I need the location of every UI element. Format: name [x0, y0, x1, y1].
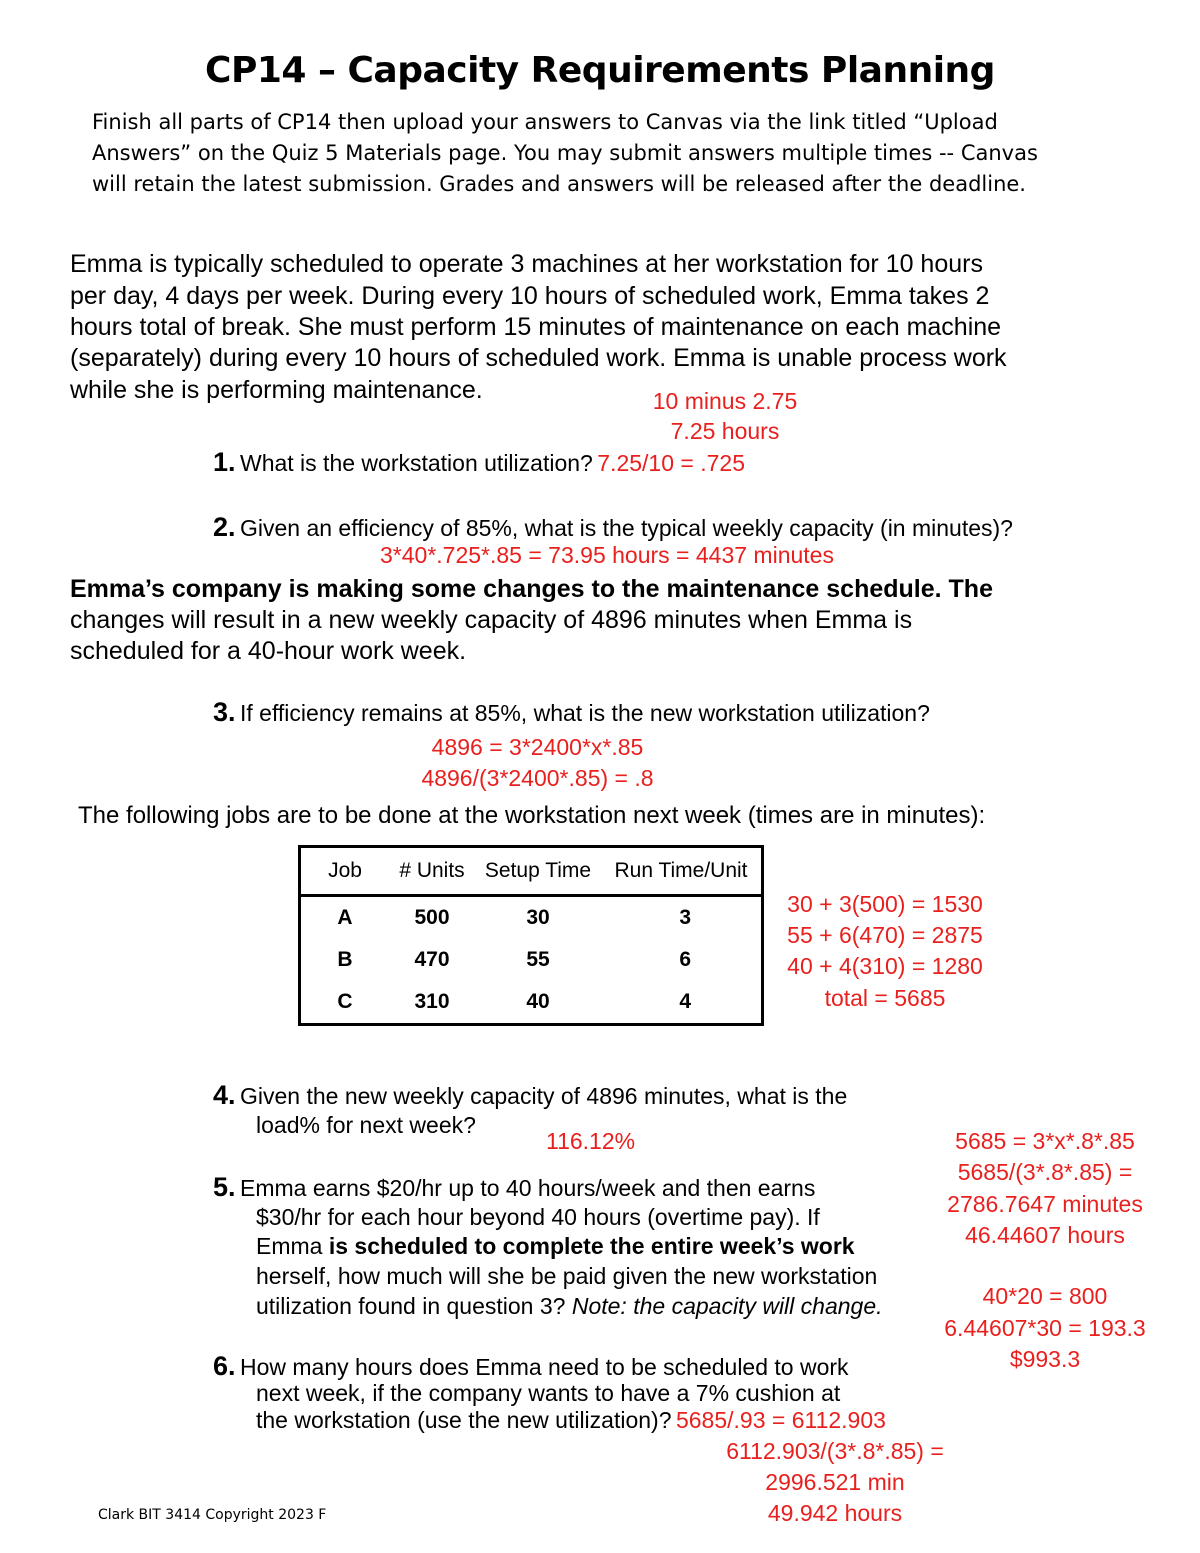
table-cell: 3: [679, 906, 691, 929]
question-text: If efficiency remains at 85%, what is the new workstation utilization?: [239, 700, 930, 726]
question-text: Emma earns $20/hr up to 40 hours/week and then earns: [239, 1175, 816, 1201]
question-text-bold: is scheduled to complete the entire week’s work: [328, 1233, 855, 1259]
question-text-part: utilization found in question 3?: [256, 1293, 572, 1319]
table-cell: 470: [414, 948, 450, 971]
instructions-line: will retain the latest submission. Grades and answers will be released after the deadline.: [92, 172, 1026, 196]
table-cell: 310: [414, 990, 450, 1013]
question-text: $30/hr for each hour beyond 40 hours (overtime pay). If: [256, 1204, 820, 1230]
change-line: changes will result in a new weekly capacity of 4896 minutes when Emma is: [70, 606, 913, 634]
answer-1-line: 7.25 hours: [670, 418, 780, 444]
question-2: [213, 512, 1013, 543]
page-title: CP14 – Capacity Requirements Planning: [205, 50, 995, 91]
scenario-line: (separately) during every 10 hours of scheduled work. Emma is unable process work: [70, 344, 1007, 372]
scenario-line: while she is performing maintenance.: [70, 376, 483, 404]
answer-3-line: 4896/(3*2400*.85) = .8: [421, 765, 654, 791]
question-number: 4.: [213, 1080, 236, 1110]
table-row: [300, 896, 763, 940]
table-cell: C: [337, 990, 353, 1013]
table-cell: B: [337, 948, 353, 971]
question-text: load% for next week?: [256, 1112, 476, 1138]
answer-5-result: $993.3: [1009, 1346, 1081, 1372]
table-cell: 6: [679, 948, 691, 971]
change-line: [70, 575, 993, 604]
answer-1-line: 10 minus 2.75: [652, 388, 798, 414]
column-header-job: Job: [300, 847, 390, 896]
answer-4: 116.12%: [546, 1128, 636, 1154]
question-number: 1.: [213, 447, 236, 477]
column-header-setup-time: Setup Time: [475, 847, 601, 896]
change-line-bold: Emma’s company is making some changes to the maintenance schedule. The: [70, 575, 993, 603]
answer-6-line: 2996.521 min: [765, 1469, 905, 1495]
table-header-row: [300, 847, 763, 896]
question-text: [256, 1407, 886, 1434]
question-text-part: the workstation (use the new utilization)?: [256, 1407, 672, 1433]
answer-5-line: 46.44607 hours: [965, 1222, 1125, 1248]
answer-6-result: 49.942 hours: [767, 1500, 903, 1526]
answer-2: 3*40*.725*.85 = 73.95 hours = 4437 minutes: [380, 542, 834, 568]
table-cell: 40: [526, 990, 550, 1013]
question-text: herself, how much will she be paid given the new workstation: [256, 1263, 878, 1289]
table-cell: 500: [414, 906, 450, 929]
question-4: [213, 1080, 847, 1111]
question-number: 3.: [213, 697, 236, 727]
question-5: [213, 1172, 815, 1203]
footer: Clark BIT 3414 Copyright 2023 F: [98, 1507, 327, 1523]
jobs-table: [298, 845, 764, 1026]
table-calc-line: 30 + 3(500) = 1530: [787, 891, 983, 917]
table-cell: A: [337, 906, 353, 929]
answer-5-line: 5685/(3*.8*.85) =: [957, 1159, 1133, 1185]
table-row: [300, 981, 763, 1025]
question-text: How many hours does Emma need to be scheduled to work: [239, 1354, 849, 1380]
question-note: Note: the capacity will change.: [571, 1293, 883, 1319]
question-text: Given an efficiency of 85%, what is the typical weekly capacity (in minutes)?: [239, 515, 1013, 541]
table-calc-line: 55 + 6(470) = 2875: [787, 922, 983, 948]
question-1: [213, 447, 745, 478]
table-cell: 30: [526, 906, 550, 929]
column-header-run-time: Run Time/Unit: [601, 847, 763, 896]
answer-5-line: 6.44607*30 = 193.3: [944, 1315, 1146, 1341]
question-text: [256, 1233, 855, 1260]
instructions-line: Finish all parts of CP14 then upload your answers to Canvas via the link titled “Upload: [92, 110, 998, 134]
question-text: [256, 1293, 883, 1320]
scenario-line: hours total of break. She must perform 15 minutes of maintenance on each machine: [70, 313, 1002, 341]
question-number: 5.: [213, 1172, 236, 1202]
question-text-part: Emma: [256, 1233, 329, 1259]
answer-5-line: 40*20 = 800: [982, 1283, 1108, 1309]
question-number: 6.: [213, 1351, 236, 1381]
change-line: scheduled for a 40-hour work week.: [70, 637, 467, 665]
column-header-units: # Units: [389, 847, 475, 896]
answer-1-result: 7.25/10 = .725: [597, 450, 745, 476]
answer-6-line: 5685/.93 = 6112.903: [675, 1407, 886, 1433]
question-6: [213, 1351, 849, 1382]
question-3: [213, 697, 930, 728]
question-text: Given the new weekly capacity of 4896 minutes, what is the: [239, 1083, 848, 1109]
answer-3-line: 4896 = 3*2400*x*.85: [431, 734, 644, 760]
question-text: What is the workstation utilization?: [239, 450, 593, 476]
table-cell: 4: [679, 990, 691, 1013]
scenario-line: Emma is typically scheduled to operate 3 machines at her workstation for 10 hours: [70, 250, 983, 278]
table-calc-total: total = 5685: [824, 985, 946, 1011]
table-cell: 55: [526, 948, 550, 971]
table-row: [300, 939, 763, 981]
jobs-intro: The following jobs are to be done at the workstation next week (times are in minutes):: [78, 802, 986, 829]
answer-5-line: 2786.7647 minutes: [947, 1191, 1143, 1217]
answer-5-line: 5685 = 3*x*.8*.85: [955, 1128, 1135, 1154]
answer-6-line: 6112.903/(3*.8*.85) =: [726, 1438, 944, 1464]
scenario-line: per day, 4 days per week. During every 10 hours of scheduled work, Emma takes 2: [70, 282, 990, 310]
question-text: next week, if the company wants to have a 7% cushion at: [256, 1380, 841, 1406]
question-number: 2.: [213, 512, 236, 542]
instructions-line: Answers” on the Quiz 5 Materials page. You may submit answers multiple times -- Canvas: [92, 141, 1038, 165]
table-calc-line: 40 + 4(310) = 1280: [787, 953, 983, 979]
